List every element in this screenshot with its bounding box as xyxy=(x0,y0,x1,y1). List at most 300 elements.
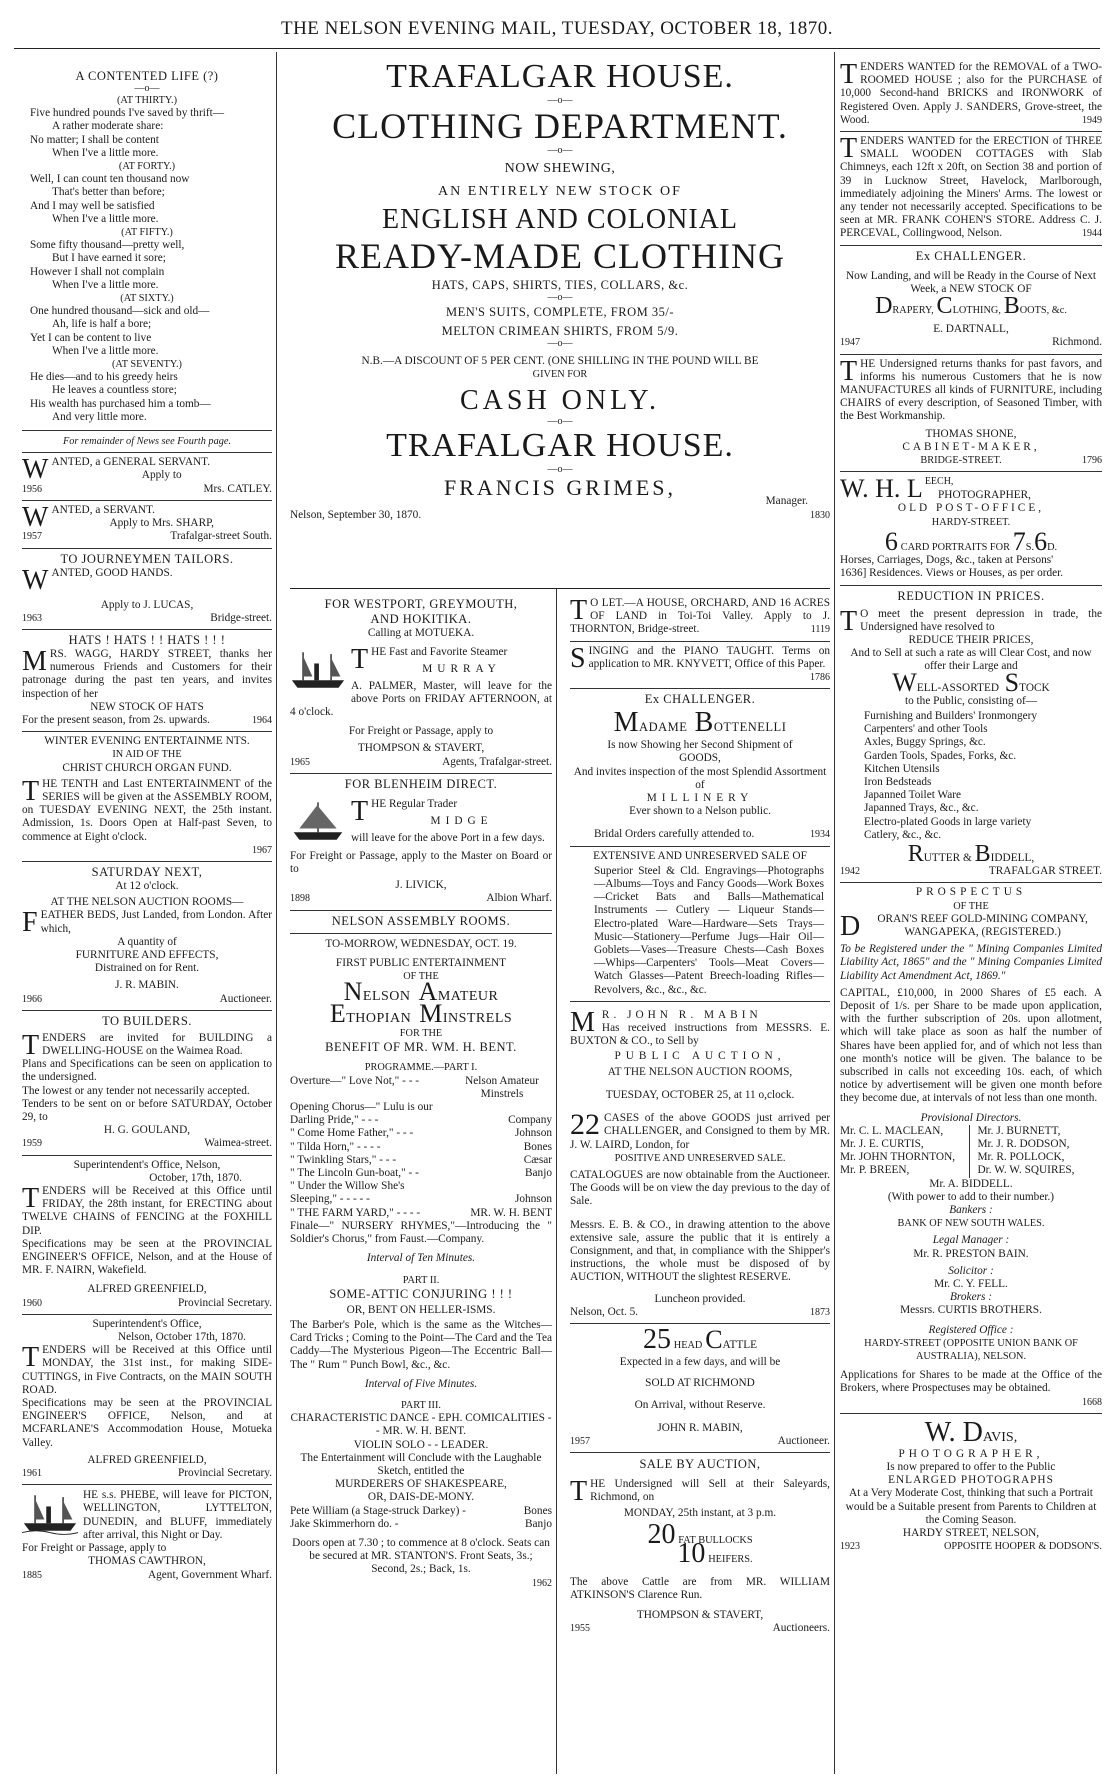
list-item: Furnishing and Builders' Ironmongery xyxy=(864,709,1038,722)
ad-text: RAPERY, xyxy=(892,305,934,317)
ad-heading: ORAN'S REEF GOLD-MINING COMPANY, WANGAPEKA, (REGISTERED.) xyxy=(877,912,1088,938)
ad-number: 1957 xyxy=(570,1435,590,1447)
line: When I've a little more. xyxy=(52,146,159,159)
line: Some fifty thousand—pretty well, xyxy=(30,239,185,252)
ad-text: ENDERS WANTED for the ERECTION of THREE SMALL WOODEN COTTAGES with Slab Chimneys, each 12ft x 20ft, on Section 38 and portion of 39 in Lucknow Street, Havelock, Marlborough, immediately adjoining the Miners' Arms. The lowest or any tender not necessarily accepted. Specifications to be seen at MR. FRANK COHEN'S STORE. Address C. J. PERCEVAL, Collingwood, Nelson. xyxy=(840,135,1102,240)
ad-phoebe xyxy=(22,1485,272,1581)
ad-text: O meet the present depression in trade, the Undersigned have resolved to xyxy=(860,607,1102,633)
ad-heading: WINTER EVENING ENTERTAINME NTS. xyxy=(44,735,250,748)
ad-text: VIOLIN SOLO - - LEADER. xyxy=(353,1438,489,1451)
line: One hundred thousand—sick and old— xyxy=(30,305,210,318)
stock-list xyxy=(840,708,1102,842)
ad-name: Mrs. CATLEY. xyxy=(203,482,272,495)
big-number: 6 xyxy=(1034,526,1048,556)
ad-name: FRANCIS GRIMES, xyxy=(443,475,677,501)
ad-text: October, 17th, 1870. xyxy=(149,1171,242,1184)
list-item: Japanned Toilet Ware xyxy=(864,789,962,802)
ad-text: Messrs. E. B. & CO., in drawing attention to the above extensive sale, assure the public that it is entirely a Consignment, and that, in compliance with the Shipper's instructions, the whole must be disposed of by AUCTION, WITHOUT the slightest RESERVE. xyxy=(570,1218,830,1284)
directors-table xyxy=(840,1125,1102,1178)
ad-text: OF THE xyxy=(403,971,439,983)
verse xyxy=(22,371,272,424)
ad-heading: CLOTHING DEPARTMENT. xyxy=(332,106,788,146)
poem-age: (AT FIFTY.) xyxy=(121,227,173,239)
ad-sale-by-auction xyxy=(570,1453,830,1635)
ad-heading: Ex CHALLENGER. xyxy=(915,248,1027,263)
ad-text: NOW SHEWING, xyxy=(504,161,616,176)
ad-number: 1961 xyxy=(22,1468,42,1480)
programme-item: " THE FARM YARD," - - - - xyxy=(290,1206,421,1219)
ad-text: S. xyxy=(1025,541,1035,553)
ad-prospectus xyxy=(840,883,1102,1414)
ad-text: CATALOGUES are now obtainable from the Auctioneer. The Goods will be on view the day previous to the day of Sale. xyxy=(570,1168,830,1208)
ad-text: CHARACTERISTIC DANCE - EPH. COMICALITIES - - MR. W. H. BENT. xyxy=(290,1412,552,1438)
line: He leaves a countless store; xyxy=(52,384,177,397)
ad-heading: PROSPECTUS xyxy=(915,886,1027,899)
ad-text: ENDERS WANTED for the REMOVAL of a TWO-ROOMED HOUSE ; also for the PURCHASE of 10,000 Second-hand BRICKS and IRONWORK of Registered Oven. Apply J. SANDERS, Grove-street, the Wood. xyxy=(840,61,1102,126)
programme-item: " The Lincoln Gun-boat," - - xyxy=(290,1167,419,1180)
ornament: —o— xyxy=(547,292,573,303)
ad-builders xyxy=(22,1011,272,1156)
ad-text: EATHER BEDS, Just Landed, from London. After which, xyxy=(40,909,272,935)
drop-cap: T xyxy=(570,595,588,626)
ad-text: ELL-ASSORTED xyxy=(916,681,1000,694)
director: Mr. J. E. CURTIS, xyxy=(840,1138,924,1151)
ad-heading: AVIS, xyxy=(982,1429,1018,1445)
ad-text: (With power to add to their number.) xyxy=(887,1190,1055,1203)
big-number: 6 xyxy=(884,526,898,556)
ad-address: HARDY-STREET. xyxy=(931,516,1011,528)
ad-text: OLD POST-OFFICE, xyxy=(897,502,1045,515)
ad-text: FIRST PUBLIC ENTERTAINMENT xyxy=(335,956,507,969)
ad-millinery: Ex CHALLENGER. MADAME BOTTENELLI Is now Showing her Second Shipment of GOODS, And invites inspection of the most Splendid Assortment of MILLINERY Ever shown to a Nelson public. Bridal Orders carefully attended to. 1934 xyxy=(570,689,830,846)
drop-cap: W xyxy=(22,501,49,533)
ad-number: 1960 xyxy=(22,1297,42,1309)
ad-text: Registered Office : xyxy=(928,1323,1014,1336)
ad-text: For Freight or Passage, apply to the Master on Board or to xyxy=(290,849,552,876)
line: He dies—and to his greedy heirs xyxy=(30,371,178,384)
directors-left xyxy=(840,1125,970,1178)
ad-name: JOHN R. MABIN, xyxy=(657,1421,743,1434)
drop-cap: T xyxy=(351,644,369,676)
ad-text: ENDERS are invited for BUILDING a DWELLING-HOUSE on the Waimea Road. xyxy=(42,1031,272,1057)
ad-text: Is now prepared to offer to the Public xyxy=(886,1461,1056,1474)
ad-number: 1923 xyxy=(840,1541,860,1553)
ad-address: TRAFALGAR STREET. xyxy=(988,865,1102,878)
ad-heading: HATS ! HATS ! ! HATS ! ! ! xyxy=(68,632,226,647)
ad-text: LOTHING, xyxy=(952,305,1001,317)
ad-text: Apply to xyxy=(141,469,182,482)
ad-text: AT THE NELSON AUCTION ROOMS, xyxy=(607,1065,793,1078)
ad-heading: AND HOKITIKA. xyxy=(370,612,472,626)
line: And very little more. xyxy=(52,410,147,423)
ad-text: Superior Steel & Cld. Engravings—Photographs—Albums—Toys and Fancy Goods—Work Boxes—Cricket Bats and Balls—Mathematical Instruments — Cutlery — Liqueur Stands—Electro-plated Ware—Hardware—Sets Trays—Music—Stationery—Perfume Jugs—Hair Oil—Goblets—Vases—Treasure Chests—Cash Boxes—Whips—Carpenters' Tools—Meat Covers—Watch Glasses—Patent Breech-loading Rifles—Revolvers, &c., &c., &c. xyxy=(594,864,824,996)
line: Well, I can count ten thousand now xyxy=(30,173,190,186)
ad-trafalgar-house xyxy=(290,58,830,522)
ad-address: Albion Wharf. xyxy=(486,892,552,905)
masthead-rule xyxy=(14,48,1100,49)
ad-heading: ENGLISH AND COLONIAL xyxy=(382,204,738,235)
ad-text: OOTS, &c. xyxy=(1019,305,1067,317)
big-number: 7 xyxy=(1012,526,1026,556)
directors-right xyxy=(970,1125,1103,1178)
list-item: Kitchen Utensils xyxy=(864,762,940,775)
ad-heading: READY-MADE CLOTHING xyxy=(335,236,785,276)
ad-number: 1965 xyxy=(290,756,310,768)
ad-text: ANTED, a SERVANT. xyxy=(51,503,155,516)
ad-name: E. DARTNALL, xyxy=(933,323,1009,336)
ad-number: 1873 xyxy=(810,1306,830,1318)
big-number: 20 xyxy=(647,1518,676,1550)
ad-address: BRIDGE-STREET. xyxy=(920,455,1002,467)
programme-performer: Bones xyxy=(523,1140,552,1153)
ad-text: to the Public, consisting of— xyxy=(904,694,1038,707)
big-number: 22 xyxy=(570,1108,600,1142)
ad-number: 1956 xyxy=(22,483,42,495)
ad-text: ENDERS will be Received at this Office until MONDAY, the 31st inst., for making SIDE-CUTTINGS, in Five Contracts, on the MAIN SOUTH ROAD. xyxy=(22,1344,272,1396)
ad-number: 1934 xyxy=(810,829,830,841)
ad-text: A quantity of xyxy=(117,935,177,948)
ad-text: On Arrival, without Reserve. xyxy=(634,1398,766,1411)
list-item: Carpenters' and other Tools xyxy=(864,723,988,736)
programme-list xyxy=(290,1075,552,1220)
ad-hats xyxy=(22,630,272,732)
list-item: Axles, Buggy Springs, &c. xyxy=(864,736,986,749)
ad-text: Provincial Secretary. xyxy=(178,1467,272,1480)
ad-text: THOPIAN xyxy=(346,1011,412,1027)
ad-name: THOMAS SHONE, xyxy=(925,427,1017,440)
minstrels-title: NELSON AMATEUR xyxy=(343,977,499,1007)
ad-number: 1119 xyxy=(810,624,830,636)
ad-text: HE Undersigned returns thanks for past favors, and informs his numerous Customers that he is now MANUFACTURES all kinds of FURNITURE, including CHAIRS of every description, of Seasoned Timber, with the Best Workmanship. xyxy=(840,357,1102,423)
ad-number: 1668 xyxy=(1082,1396,1102,1408)
ad-heading: SATURDAY NEXT, xyxy=(91,864,203,879)
ad-text: ENLARGED PHOTOGRAPHS xyxy=(888,1474,1054,1487)
ad-heading: CHRIST CHURCH ORGAN FUND. xyxy=(62,761,232,774)
programme-performer: Johnson xyxy=(514,1127,552,1140)
ad-name: J. R. MABIN. xyxy=(115,979,179,992)
ad-to-let xyxy=(570,594,830,642)
programme-item: " Tilda Horn," - - - - xyxy=(290,1140,381,1153)
ad-number: 1830 xyxy=(810,509,830,521)
ad-name: THOMAS CAWTHRON, xyxy=(88,1555,206,1568)
ad-text: CASES of the above GOODS just arrived per CHALLENGER, and Consigned to them by MR. J. W. LAIRD, London, for xyxy=(570,1112,830,1151)
programme-item: Opening Chorus—" Lulu is our Darling Pride," - - - xyxy=(290,1101,433,1127)
ad-text: Auctioneer. xyxy=(777,1434,830,1447)
programme-item: " Under the Willow She's Sleeping," - - - - - xyxy=(290,1180,405,1206)
ad-singing xyxy=(570,642,830,690)
ad-text: Plans and Specifications can be seen on application to the undersigned. xyxy=(22,1058,272,1084)
ad-heading: TO BUILDERS. xyxy=(102,1013,192,1028)
ad-davis xyxy=(840,1414,1102,1554)
column-rule xyxy=(834,52,835,1774)
ad-heading: EXTENSIVE AND UNRESERVED SALE OF xyxy=(593,849,807,862)
sailing-ship-icon xyxy=(290,800,346,844)
ad-cattle: 25 HEAD CATTLE Expected in a few days, and will be SOLD AT RICHMOND On Arrival, without Reserve. JOHN R. MABIN, 1957 Auctioneer. xyxy=(570,1324,830,1453)
ad-heading: Ex CHALLENGER. xyxy=(644,692,756,707)
director: Mr. A. BIDDELL. xyxy=(929,1177,1013,1190)
programme-item: " Come Home Father," - - - xyxy=(290,1127,414,1140)
programme-performer: MR. W. H. BENT xyxy=(470,1206,552,1219)
ad-text: Solicitor : xyxy=(948,1264,994,1277)
section-rule xyxy=(290,588,830,589)
ad-text: Brokers : xyxy=(950,1291,992,1304)
ad-text: PART III. xyxy=(400,1399,441,1411)
ad-text: MEN'S SUITS, COMPLETE, FROM 35/- xyxy=(446,305,674,319)
ad-name: THOMPSON & STAVERT, xyxy=(636,1608,764,1621)
ad-address: OPPOSITE HOOPER & DODSON'S. xyxy=(943,1541,1102,1553)
line: But I have earned it sore; xyxy=(52,252,166,265)
ad-westport xyxy=(290,594,552,774)
ad-address: Agents, Trafalgar-street. xyxy=(442,755,552,768)
ad-name: ALFRED GREENFIELD, xyxy=(87,1283,207,1296)
ad-text: And invites inspection of the most Splendid Assortment of xyxy=(573,765,827,791)
ad-text: The Barber's Pole, which is the same as the Witches—Card Tricks ; Coming to the Point—The Card and the Tea Caddy—The Mysterious Pigeon—The Eccentric Ball—The " Rum " Punch Bowl, &c., &c. xyxy=(290,1318,552,1371)
list-item: Iron Bedsteads xyxy=(864,775,932,788)
column-3 xyxy=(570,594,830,1635)
drop-cap: W xyxy=(22,564,49,596)
ad-text: And to Sell at such a rate as will Clear Cost, and now offer their Large and xyxy=(850,647,1092,673)
ad-saturday-auction xyxy=(22,862,272,1011)
poem-age: (AT FORTY.) xyxy=(118,161,176,173)
ad-dartnall: Ex CHALLENGER. Now Landing, and will be Ready in the Course of Next Week, a NEW STOCK OF DRAPERY, CLOTHING, BOOTS, &c. E. DARTNALL, 1947 Richmond. xyxy=(840,246,1102,355)
ad-text: AN ENTIRELY NEW STOCK OF xyxy=(438,184,682,199)
ad-text: Tenders to be sent on or before SATURDAY, October 29, to xyxy=(22,1097,272,1123)
column-rule xyxy=(556,588,557,1774)
ad-text: ENDERS will be Received at this Office until FRIDAY, the 28th instant, for ERECTING about TWELVE CHAINS of FENCING at the FOXHILL DIP. xyxy=(22,1185,272,1237)
ad-text: will leave for the above Port in a few days. xyxy=(351,832,545,845)
ad-text: INSTRELS xyxy=(442,1011,513,1027)
ad-text: A. PALMER, Master, will leave for the above Ports on FRIDAY AFTERNOON, at 4 o'clock. xyxy=(290,679,552,719)
ad-text: The Entertainment will Conclude with the Laughable Sketch, entitled the xyxy=(300,1451,542,1477)
ad-text: TOCK xyxy=(1019,681,1050,694)
ad-heading: TO JOURNEYMEN TAILORS. xyxy=(60,551,234,566)
ad-text: HE TENTH and Last ENTERTAINMENT of the SERIES will be given at the ASSEMBLY ROOM, on TUESDAY EVENING NEXT, the 25th instant. Admission, 1s. Doors Open at Half-past Seven, to commence at Eight o'clock. xyxy=(22,777,272,843)
director: Mr. JOHN THORNTON, xyxy=(840,1151,956,1164)
director: Mr. J. R. DODSON, xyxy=(977,1138,1070,1151)
ad-text: POSITIVE AND UNRESERVED SALE. xyxy=(614,1152,786,1164)
ad-text: ATTLE xyxy=(722,1338,758,1351)
ad-text: HE Regular Trader xyxy=(371,797,458,810)
ad-heading: CASH ONLY. xyxy=(459,385,661,417)
ad-number: 1967 xyxy=(252,844,272,856)
ad-text: Provisional Directors. xyxy=(920,1111,1022,1124)
ad-text: SOLD AT RICHMOND xyxy=(645,1377,755,1390)
ad-text: Messrs. CURTIS BROTHERS. xyxy=(900,1304,1042,1317)
ad-tailors xyxy=(22,549,272,630)
ad-tenders-cottages xyxy=(840,132,1102,246)
ad-text: Calling at MOTUEKA. xyxy=(367,627,475,639)
ornament: —o— xyxy=(134,83,160,94)
ad-mabin-auction xyxy=(570,1002,830,1324)
drop-cap: F xyxy=(22,907,38,939)
ad-address: HARDY STREET, NELSON, xyxy=(902,1527,1040,1540)
ad-number: 1944 xyxy=(1082,228,1102,240)
ad-text: FOR THE xyxy=(399,1028,443,1040)
ad-winter-entertainments xyxy=(22,732,272,862)
ad-text: Superintendent's Office, Nelson, xyxy=(73,1158,221,1171)
ad-text: ANTED, a GENERAL SERVANT. xyxy=(51,456,211,469)
ad-text: Doors open at 7.30 ; to commence at 8 o'clock. Seats can be secured at MR. STANTON'S. Front Seats, 3s.; Second, 2s.; Back, 1s. xyxy=(292,1536,550,1576)
ad-shone xyxy=(840,355,1102,473)
ad-text: NEW STOCK OF HATS xyxy=(90,700,204,713)
big-number: 10 xyxy=(677,1537,706,1569)
ad-text: Luncheon provided. xyxy=(654,1292,746,1305)
list-item: Catlery, &c., &c. xyxy=(864,828,942,841)
ad-text: HE Fast and Favorite Steamer xyxy=(371,646,508,659)
drop-cap: D xyxy=(840,910,861,942)
ad-text: 1636] Residences. Views or Houses, as per order. xyxy=(840,567,1064,580)
ad-text: Nelson, October 17th, 1870. xyxy=(117,1331,246,1344)
programme-performer: Company xyxy=(508,1114,552,1127)
line: That's better than before; xyxy=(52,186,165,199)
ornament: —o— xyxy=(547,145,573,156)
ad-text: PHOTOGRAPHER, xyxy=(938,489,1032,502)
ad-text: GOODS, xyxy=(679,752,721,765)
ad-text: O LET.—A HOUSE, ORCHARD, AND 16 ACRES OF LAND in Toi-Toi Valley. Apply to J. THORNTON, Bridge-street. xyxy=(570,597,830,636)
ad-text: MURDERERS OF SHAKESPEARE, xyxy=(335,1478,507,1491)
drop-cap: T xyxy=(351,795,369,827)
drop-cap: T xyxy=(840,355,858,387)
ad-text: Specifications may be seen at the PROVINCIAL ENGINEER'S OFFICE, Nelson, and at the House of MR. F. NAIRN, Wakefield. xyxy=(22,1237,272,1277)
big-number: 25 xyxy=(642,1323,671,1355)
ad-date: Nelson, September 30, 1870. xyxy=(290,508,422,521)
drop-cap: M xyxy=(22,645,47,677)
programme-item: Pete William (a Stage-struck Darkey) - xyxy=(290,1504,466,1517)
line: Five hundred pounds I've saved by thrift— xyxy=(30,107,225,120)
drop-cap: T xyxy=(840,605,858,637)
ad-address: Richmond. xyxy=(1052,336,1102,349)
ad-text: Specifications may be seen at the PROVINCIAL ENGINEER'S OFFICE, Nelson, and at MCFARLANE'S Accommodation House, Motueka Valley. xyxy=(22,1397,272,1449)
ornament: —o— xyxy=(547,338,573,349)
line: When I've a little more. xyxy=(52,344,159,357)
line: Yet I can be content to live xyxy=(30,331,152,344)
ad-text: Finale—" NURSERY RHYMES,"—Introducing the " Soldier's Chorus," from Faust.—Company. xyxy=(290,1219,552,1246)
ad-text: BANK OF NEW SOUTH WALES. xyxy=(897,1218,1045,1230)
ad-text: Bridal Orders carefully attended to. xyxy=(594,828,755,841)
line: His wealth has purchased him a tomb— xyxy=(30,397,211,410)
ad-text: IDDELL, xyxy=(990,851,1035,864)
ad-heading: SALE BY AUCTION, xyxy=(639,1457,761,1472)
ad-text: GIVEN FOR xyxy=(532,369,588,381)
ship-name: MIDGE xyxy=(430,815,493,828)
ad-number: 1942 xyxy=(840,866,860,878)
programme-performer: Cæsar xyxy=(523,1153,552,1166)
drop-cap: T xyxy=(22,1342,40,1374)
director: Mr. C. L. MACLEAN, xyxy=(840,1124,944,1137)
verse xyxy=(22,305,272,358)
drop-cap: S xyxy=(570,642,586,674)
ad-text: For Freight or Passage, apply to xyxy=(22,1542,167,1555)
ad-text: UTTER & xyxy=(923,851,972,864)
column-2 xyxy=(290,594,552,1590)
director: Mr. P. BREEN, xyxy=(840,1164,910,1177)
ad-text: CARD PORTRAITS FOR xyxy=(900,541,1010,553)
line: When I've a little more. xyxy=(52,278,159,291)
ad-heading: FOR BLENHEIM DIRECT. xyxy=(344,776,498,791)
poem-age: (AT SIXTY.) xyxy=(120,293,174,305)
ad-superintendent-road xyxy=(22,1315,272,1485)
drop-cap: T xyxy=(22,1029,40,1061)
ad-text: Legal Manager : xyxy=(932,1234,1010,1247)
ad-text: Auctioneers. xyxy=(772,1621,830,1634)
ad-text: OR, DAIS-DE-MONY. xyxy=(367,1491,475,1504)
ad-text: MATEUR xyxy=(437,989,499,1005)
ad-address: HARDY-STREET (OPPOSITE UNION BANK OF AUSTRALIA), NELSON. xyxy=(864,1337,1078,1363)
ornament: —o— xyxy=(547,95,573,106)
verse xyxy=(22,239,272,292)
ad-heading: FOR WESTPORT, GREYMOUTH, xyxy=(324,597,518,611)
poem-age: (AT THIRTY.) xyxy=(116,95,178,106)
list-item: Garden Tools, Spades, Forks, &c. xyxy=(864,749,1017,762)
ad-address: Bridge-street. xyxy=(210,611,272,624)
ad-heading: SOME-ATTIC CONJURING ! ! ! xyxy=(329,1286,513,1301)
column-4 xyxy=(840,58,1102,1554)
ad-text: Interval of Five Minutes. xyxy=(364,1377,478,1390)
poem xyxy=(22,66,272,453)
ad-text: Manager. xyxy=(765,495,808,508)
ad-number: 1786 xyxy=(810,672,830,684)
ad-text: HATS, CAPS, SHIRTS, TIES, COLLARS, &c. xyxy=(431,278,689,292)
ad-text: Has received instructions from MESSRS. E. BUXTON & CO., to Sell by xyxy=(570,1022,830,1048)
director: Mr. R. POLLOCK, xyxy=(977,1151,1065,1164)
ad-text: Now Landing, and will be Ready in the Course of Next Week, a NEW STOCK OF xyxy=(845,269,1097,295)
ad-text: PUBLIC AUCTION, xyxy=(614,1050,786,1063)
ad-heading: W. H. L xyxy=(840,474,923,504)
drop-cap: M xyxy=(570,1006,599,1038)
ad-text: PHOTOGRAPHER, xyxy=(898,1447,1044,1460)
ad-address: Agent, Government Wharf. xyxy=(147,1568,272,1581)
line: Ah, life is half a bore; xyxy=(52,318,152,331)
ad-heading: W. D xyxy=(924,1416,983,1448)
line: However I shall not complain xyxy=(30,265,165,278)
ad-text: Interval of Ten Minutes. xyxy=(366,1252,476,1265)
ad-name: THOMPSON & STAVERT, xyxy=(357,742,485,755)
ship-name: MURRAY xyxy=(422,663,501,676)
ad-text: ELSON xyxy=(362,989,411,1005)
ad-text: Ever shown to a Nelson public. xyxy=(629,805,771,818)
drop-cap: T xyxy=(840,133,858,165)
ad-text: MELTON CRIMEAN SHIRTS, FROM 5/9. xyxy=(441,324,679,338)
ad-text: Apply to Mrs. SHARP, xyxy=(109,517,214,530)
ad-text: HEIFERS. xyxy=(708,1553,753,1565)
ornament: —o— xyxy=(547,416,573,428)
ad-text: Expected in a few days, and will be xyxy=(619,1356,781,1369)
ad-text: AT THE NELSON AUCTION ROOMS— xyxy=(50,896,244,909)
ad-text: OTTENELLI xyxy=(713,720,787,735)
ad-text: The lowest or any tender not necessarily accepted. xyxy=(22,1084,250,1097)
ad-number: 1966 xyxy=(22,993,42,1005)
ad-date: MONDAY, 25th instant, at 3 p.m. xyxy=(623,1506,777,1519)
ad-text: HE Undersigned will Sell at their Saleyards, Richmond, on xyxy=(590,1478,830,1504)
ad-text: FAT BULLOCKS xyxy=(678,1534,753,1546)
ad-number: 1898 xyxy=(290,893,310,905)
ad-name: H. G. GOULAND, xyxy=(103,1124,191,1137)
ad-date: TO-MORROW, WEDNESDAY, OCT. 19. xyxy=(325,937,517,950)
ad-text: N.B.—A DISCOUNT OF 5 PER CENT. (ONE SHILLING IN THE POUND WILL BE xyxy=(361,355,759,367)
ad-text: Mr. C. Y. FELL. xyxy=(934,1278,1008,1291)
ad-text: Auctioneer. xyxy=(219,992,272,1005)
ad-text: To be Registered under the " Mining Companies Limited Liability Act, 1865" and the " Mining Companies Limited Liability Act Amendment Act, 1869." xyxy=(840,943,1102,982)
programme-performer: Nelson Amateur Minstrels xyxy=(465,1074,539,1100)
ad-text: FURNITURE AND EFFECTS, xyxy=(75,948,219,961)
ad-text: ANTED, GOOD HANDS. xyxy=(51,566,173,579)
news-note: For remainder of News see Fourth page. xyxy=(22,430,272,448)
ad-text: Distrained on for Rent. xyxy=(94,962,200,975)
ad-text: Provincial Secretary. xyxy=(178,1296,272,1309)
ad-number: 1963 xyxy=(22,612,42,624)
ad-text: HE s.s. PHEBE, will leave for PICTON, WELLINGTON, LYTTELTON, DUNEDIN, and BLUFF, immediately after arrival, this Night or Day. xyxy=(83,1489,272,1541)
ad-number: 1959 xyxy=(22,1138,42,1150)
